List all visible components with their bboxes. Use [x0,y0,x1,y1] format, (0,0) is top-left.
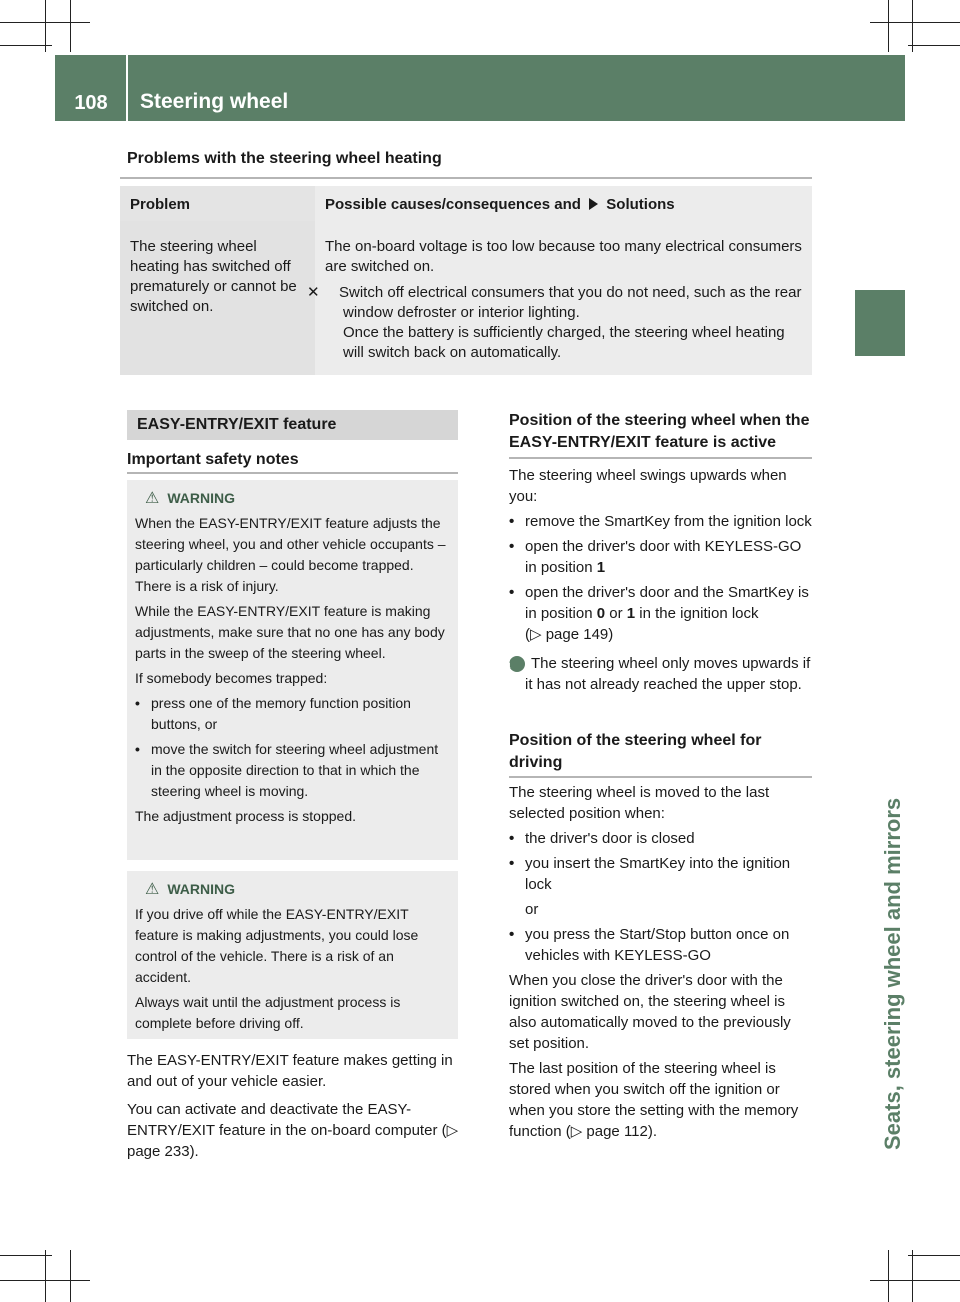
section-heading: EASY-ENTRY/EXIT feature [127,410,458,440]
paragraph: The steering wheel is moved to the last selected position when: [509,784,770,822]
bullet-icon: • [135,695,140,711]
warning-text: If somebody becomes trapped: [135,670,328,686]
divider [509,457,812,459]
solution-step: ✕ Switch off electrical consumers that you do not need, such as the rear window defroster or interior lighting. [307,284,802,321]
list-item: • press one of the memory function position buttons, or [135,695,411,732]
bullet-icon: • [135,741,140,757]
solution-note: Once the battery is sufficiently charged, the steering wheel heating will switch back on automatically. [343,324,785,361]
list-item: • open the driver's door and the SmartKey is in position 0 or 1 in the ignition lock (▷ page 149) [509,584,809,643]
crop-mark [888,0,889,52]
paragraph: The last position of the steering wheel is stored when you switch off the ignition or when you store the setting with the memory function (▷ page 112). [509,1060,799,1140]
crop-mark [870,1280,960,1281]
paragraph: When you close the driver's door with the ignition switched on, the steering wheel is also automatically moved to the previously set position. [509,972,791,1052]
info-note: i The steering wheel only moves upwards if it has not already reached the upper stop. [507,655,811,693]
crop-mark [908,45,960,46]
bullet-icon: • [509,926,515,943]
paragraph: You can activate and deactivate the EASY-ENTRY/EXIT feature in the on-board computer (▷ page 233). [127,1101,459,1160]
problem-cell: The steering wheel heating has switched off prematurely or cannot be switched on. [120,221,315,375]
info-icon: i [509,656,525,672]
bullet-icon: • [509,830,515,847]
body-text [127,1050,462,1162]
list-item: • move the switch for steering wheel adjustment in the opposite direction to that in which the steering wheel is moving. [135,741,439,799]
crop-mark [70,1250,71,1302]
bullet-icon: • [509,538,515,555]
page-title: Steering wheel [140,90,289,113]
list-item: • open the driver's door with KEYLESS-GO in position 1 [509,538,802,576]
list-item: • you insert the SmartKey into the ignition lock [509,855,791,893]
warning-box [127,480,458,860]
paragraph: The steering wheel swings upwards when you: [509,467,787,505]
problems-title: Problems with the steering wheel heating [127,150,442,167]
column-header-label: Solutions [606,196,675,213]
divider [509,776,812,778]
section-title: Position of the steering wheel when the EASY-ENTRY/EXIT feature is active [509,412,810,451]
divider [127,472,458,474]
warning-header: ⚠ WARNING [145,490,236,507]
section-title: Position of the steering wheel for driving [509,732,762,771]
safety-notes-title: Important safety notes [127,451,299,468]
crop-mark [912,1250,913,1302]
problems-table [120,186,812,375]
warning-text: When the EASY-ENTRY/EXIT feature adjusts the steering wheel, you and other vehicle occupants – particularly children – could become trapped. There is a risk of injury. [135,515,446,594]
warning-box [127,871,458,1039]
solution-cell [307,221,812,375]
step-arrow-icon: ✕ [307,284,320,301]
list-item: • remove the SmartKey from the ignition lock [509,513,812,530]
table-row [120,221,812,375]
warning-text: If you drive off while the EASY-ENTRY/EXIT feature is making adjustments, you could lose control of the vehicle. There is a risk of an accident. [135,906,419,985]
side-tab-block [855,290,905,356]
column-header-solutions [315,186,812,221]
crop-mark [888,1250,889,1302]
page-number: 108 [74,92,108,114]
column-header-label: Possible causes/consequences and [325,196,581,213]
warning-icon: ⚠ [145,881,160,898]
crop-mark [70,0,71,52]
warning-text: The adjustment process is stopped. [135,808,357,824]
warning-icon: ⚠ [145,490,160,507]
cause-text: The on-board voltage is too low because too many electrical consumers are switched on. [325,238,802,275]
warning-text: Always wait until the adjustment process is complete before driving off. [135,994,401,1031]
warning-header: ⚠ WARNING [145,881,236,898]
list-item: • the driver's door is closed [509,830,695,847]
divider [120,177,812,179]
active-position-body [509,465,814,699]
crop-mark [0,45,52,46]
list-or: or [525,901,539,918]
list-item: • you press the Start/Stop button once on vehicles with KEYLESS-GO [509,926,790,964]
bullet-icon: • [509,513,515,530]
crop-mark [870,22,960,23]
warning-text: While the EASY-ENTRY/EXIT feature is making adjustments, make sure that no one has any body parts in the sweep of the steering wheel. [135,603,445,661]
paragraph: The EASY-ENTRY/EXIT feature makes getting in and out of your vehicle easier. [127,1052,453,1090]
crop-mark [908,1255,960,1256]
driving-position-body [509,782,814,1142]
crop-mark [45,1250,46,1302]
bullet-icon: • [509,584,515,601]
table-header-row [120,186,812,221]
side-tab-text: Seats, steering wheel and mirrors [880,797,905,1150]
arrow-icon [589,198,598,210]
bullet-icon: • [509,855,515,872]
header-divider [126,55,128,121]
column-header-problem: Problem [120,186,315,221]
